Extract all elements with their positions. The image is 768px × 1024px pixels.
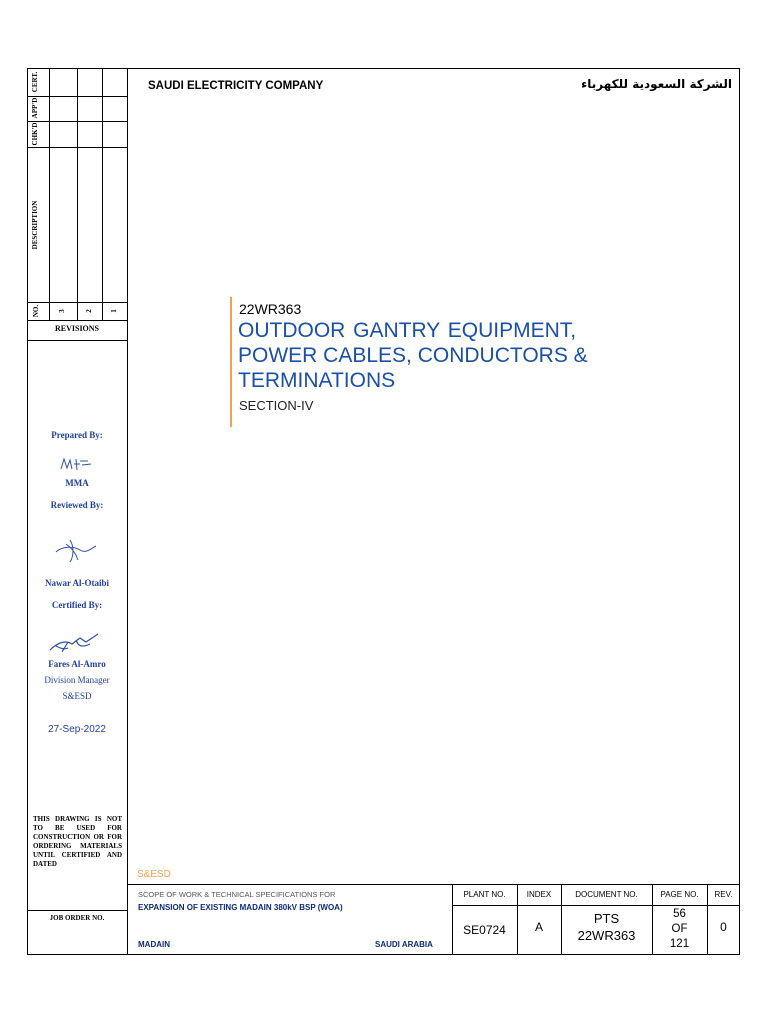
page-no-header: PAGE NO. — [660, 890, 699, 899]
certified-by-title: Division Manager — [44, 675, 110, 685]
revision-number: 3 — [58, 309, 66, 313]
revision-number: 1 — [110, 309, 118, 313]
rev-row-line — [27, 96, 127, 97]
left-column-divider — [127, 68, 128, 955]
rev-col-line — [49, 68, 50, 320]
document-no-value: 22WR363 — [577, 928, 636, 943]
revision-number: 2 — [85, 309, 93, 313]
drawing-frame — [27, 68, 740, 955]
signature-fares — [46, 628, 102, 656]
prepared-by-label: Prepared By: — [51, 430, 103, 440]
rev-row-line — [27, 302, 127, 303]
job-order-label: JOB ORDER NO. — [49, 914, 105, 922]
signature-nawar — [52, 536, 98, 564]
company-name-english: SAUDI ELECTRICITY COMPANY — [148, 80, 324, 92]
project-location: MADAIN — [138, 940, 170, 949]
no-label: NO. — [32, 304, 40, 318]
page-total: 121 — [669, 938, 690, 950]
rev-row-line — [27, 147, 127, 148]
company-name-arabic: الشركة السعودية للكهرباء — [581, 77, 732, 91]
rev-header: REV. — [714, 890, 733, 899]
drawing-warning-note: THIS DRAWING IS NOT TO BE USED FOR CONSTRUCTION OR FOR ORDERING MATERIALS UNTIL CERTIFIED AND DATED — [33, 815, 122, 868]
title-accent-bar — [230, 297, 232, 427]
project-name: EXPANSION OF EXISTING MADAIN 380kV BSP (WOA) — [138, 903, 343, 912]
appd-label: APP'D — [31, 97, 39, 119]
signature-mma — [58, 455, 94, 475]
plant-no-header: PLANT NO. — [463, 890, 506, 899]
certification-date: 27-Sep-2022 — [48, 724, 106, 735]
rev-row-line — [27, 320, 127, 321]
reviewed-by-name: Nawar Al-Otaibi — [44, 578, 110, 588]
description-label: DESCRIPTION — [31, 200, 39, 250]
index-header: INDEX — [526, 890, 552, 899]
document-code: 22WR363 — [239, 301, 302, 317]
department-tag: S&ESD — [137, 869, 171, 880]
cert-label: CERT. — [31, 71, 39, 93]
index-value: A — [534, 919, 543, 934]
document-no-header: DOCUMENT NO. — [575, 890, 638, 899]
document-section: SECTION-IV — [239, 398, 314, 413]
revisions-title: REVISIONS — [54, 324, 99, 333]
page-of: OF — [671, 923, 688, 935]
rev-value: 0 — [720, 919, 727, 934]
scope-label: SCOPE OF WORK & TECHNICAL SPECIFICATIONS FOR — [138, 890, 336, 899]
certified-by-dept: S&ESD — [62, 691, 92, 701]
prepared-by-name: MMA — [65, 478, 89, 488]
reviewed-by-label: Reviewed By: — [50, 500, 104, 510]
document-title-line-1: OUTDOOR GANTRY EQUIPMENT, — [238, 319, 577, 342]
chkd-label: CHK'D — [31, 122, 39, 146]
document-title-line-2: POWER CABLES, CONDUCTORS & — [238, 344, 588, 367]
document-no-prefix: PTS — [593, 911, 620, 926]
rev-row-line — [27, 340, 127, 341]
rev-col-line — [102, 68, 103, 320]
footer-header-line — [452, 905, 740, 906]
page-number: 56 — [673, 908, 686, 920]
project-country: SAUDI ARABIA — [375, 940, 433, 949]
certified-by-label: Certified By: — [51, 600, 103, 610]
rev-col-line — [77, 68, 78, 320]
plant-no-value: SE0724 — [463, 922, 506, 937]
job-order-line — [27, 910, 127, 911]
document-title-line-3: TERMINATIONS — [238, 369, 396, 392]
rev-row-line — [27, 121, 127, 122]
certified-by-name: Fares Al-Amro — [48, 659, 106, 669]
